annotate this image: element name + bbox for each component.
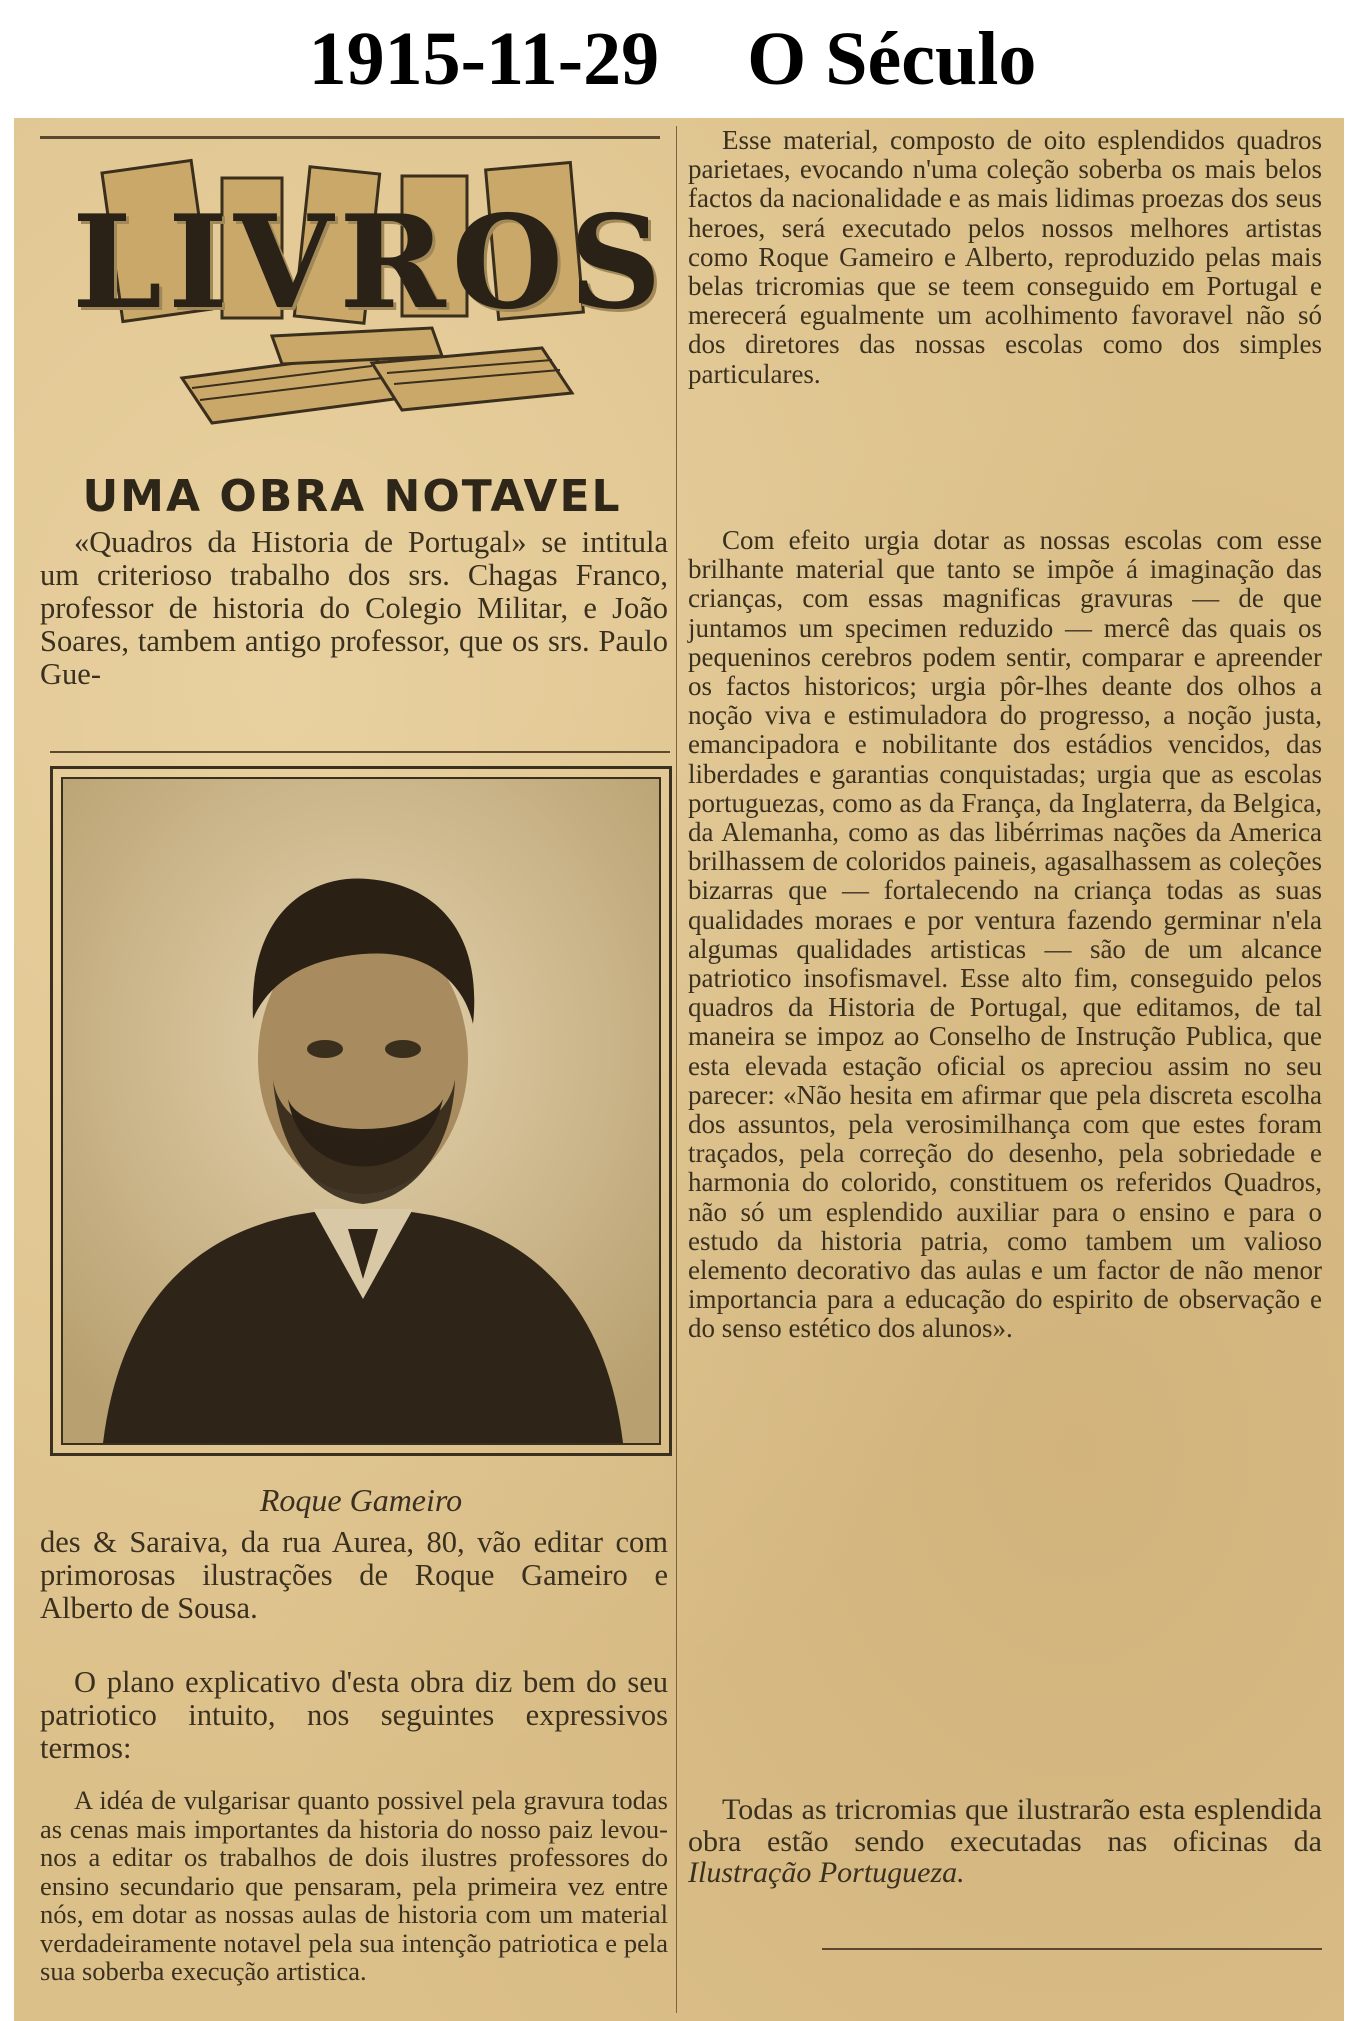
intro-paragraph: «Quadros da Historia de Portugal» se intitula um criterioso trabalho dos srs. Chagas Franco, professor de historia do Colegio Militar, e João Soares, tambem antigo professor, que os srs. Paulo Gue-	[40, 525, 668, 691]
portrait-image	[63, 779, 659, 1443]
publication-name: Ilustração Portugueza.	[688, 1856, 965, 1889]
portrait-photo	[61, 777, 661, 1445]
top-rule	[40, 136, 660, 139]
newspaper-clipping	[14, 118, 1344, 2021]
quote-paragraph: A idéa de vulgarisar quanto possivel pela gravura todas as cenas mais importantes da historia do nosso paiz levou-nos a editar os trabalhos de dois ilustres professores do ensino secundario que pensaram, pela primeira vez entre nós, em dotar as nossas aulas de historia com um material verdadeiramente notavel pela sua intenção patriotica e pela sua soberba execução artistica.	[40, 1785, 668, 1986]
left-column	[22, 126, 677, 2013]
right-paragraph-2: Com efeito urgia dotar as nossas escolas com esse brilhante material que tanto se impõe á imaginação das crianças, com essas magnificas gravuras — de que juntamos um specimen reduzido — mercê das quais os pequeninos cerebros podem sentir, comparar e apreender os factos historicos; urgia pôr-lhes deante dos olhos a noção viva e estimuladora do progresso, a noção justa, emancipadora e nobilitante dos estádios vencidos, das liberdades e garantias conquistadas; urgia que as escolas portuguezas, como as da França, da Inglaterra, da Belgica, da Alemanha, como as das libérrimas nações da America brilhassem de coloridos paineis, agasalhassem as coleções bizarras que — fortalecendo na criança todas as suas qualidades moraes e por ventura fazendo germinar n'ela algumas qualidades artisticas — são de um alcance patriotico insofismavel. Esse alto fim, conseguido pelos quadros da Historia de Portugal, que editamos, de tal maneira se impoz ao Conselho de Instrução Publica, que esta elevada estação oficial os apreciou assim no seu parecer: «Não hesita em afirmar que pela discreta escolha dos assuntos, pela verosimilhança com que estes foram traçados, pela correção do desenho, pela sobriedade e harmonia do colorido, constituem os referidos Quadros, não só um esplendido auxiliar para o ensino e para o estudo da historia patria, como tambem um valioso elemento decorativo das aulas e um factor de não menor importancia para a educação do espirito de observação e do senso estético dos alunos».	[688, 525, 1322, 1344]
bottom-rule	[822, 1948, 1322, 1950]
section-logo	[72, 148, 668, 438]
portrait-frame	[50, 766, 672, 1456]
photo-top-rule	[50, 751, 670, 753]
right-paragraph-1: Esse material, composto de oito esplendidos quadros parietaes, evocando n'uma coleção soberba os mais belos factos da nacionalidade e as mais lidimas proezas dos seus heroes, será executado pelos nossos melhores artistas como Roque Gameiro e Alberto, reproduzido pelas mais belas tricromias que se teem conseguido em Portugal e merecerá egualmente um acolhimento favoravel não só dos diretores das nossas escolas como dos simples particulares.	[688, 125, 1322, 389]
photo-caption: Roque Gameiro	[259, 1482, 463, 1518]
header-publication: O Século	[747, 16, 1037, 101]
header-date: 1915-11-29	[308, 16, 660, 101]
plano-paragraph: O plano explicativo d'esta obra diz bem do seu patriotico intuito, nos seguintes expressivos termos:	[40, 1665, 668, 1765]
continuation-paragraph: des & Saraiva, da rua Aurea, 80, vão editar com primorosas ilustrações de Roque Gameiro e Alberto de Sousa.	[40, 1525, 668, 1625]
article-headline: UMA OBRA NOTAVEL	[82, 471, 622, 522]
right-column	[682, 126, 1330, 1956]
right-paragraph-3: Todas as tricromias que ilustrarão esta esplendida obra estão sendo executadas nas oficinas da Ilustração Portugueza.	[688, 1793, 1322, 1889]
page-header	[0, 0, 1345, 118]
section-logo-text: LIVROS	[72, 188, 668, 338]
